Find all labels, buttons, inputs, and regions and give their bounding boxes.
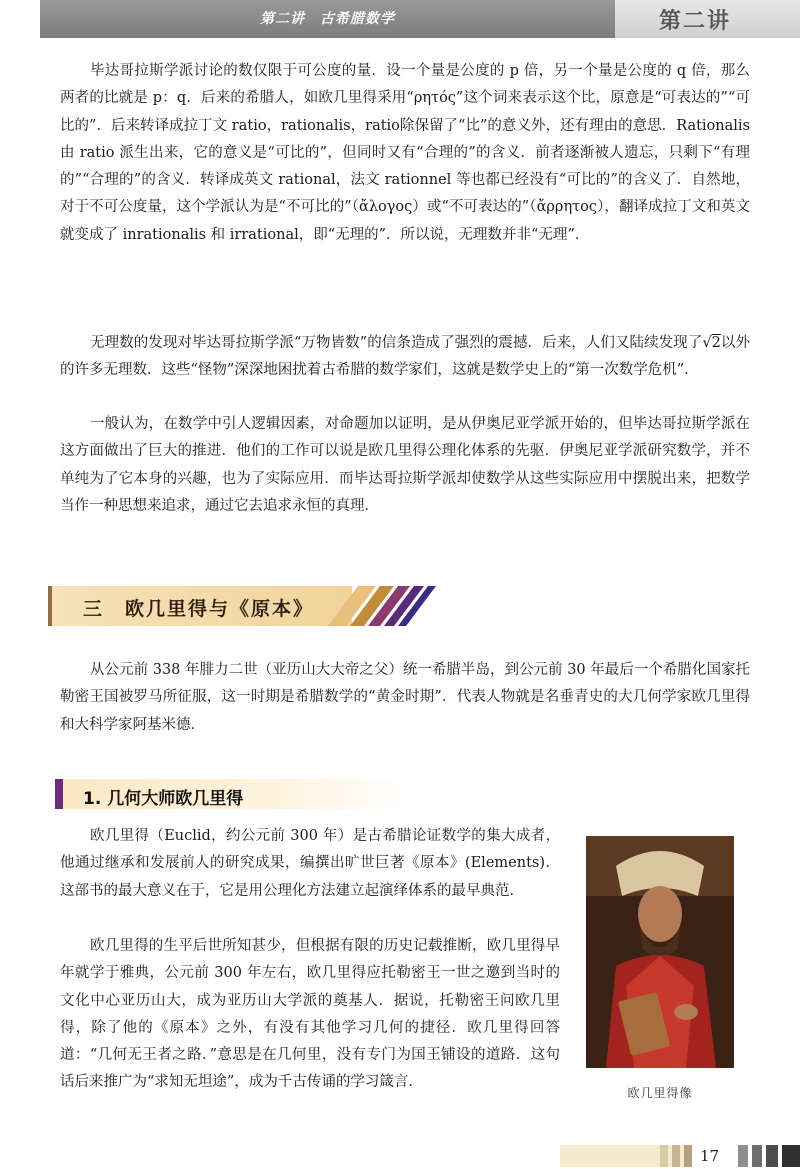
euclid-paragraph-1: 欧几里得（Euclid，约公元前 300 年）是古希腊论证数学的集大成者，他通过继承和发展前人的研究成果，编撰出旷世巨著《原本》(Elements)．这部书的最大意义在于，它是用公理化方法建立起演绎体系的最早典范． — [60, 828, 560, 899]
section-number: 三 — [83, 598, 105, 620]
euclid-portrait — [586, 836, 734, 1068]
paragraph-irrational-discovery — [60, 330, 750, 385]
section-intro: 从公元前 338 年腓力二世（亚历山大大帝之父）统一希腊半岛，到公元前 30 年最后一个希腊化国家托勒密王国被罗马所征服，这一时期是希腊数学的“黄金时期”．代表人物就是名垂青史的大几何学家欧几里得和大科学家阿基米德． — [60, 662, 750, 733]
section-banner — [48, 582, 426, 630]
footer-bar — [560, 1143, 800, 1169]
header-title: 第二讲 古希腊数学 — [260, 11, 395, 27]
subsection-banner — [55, 779, 415, 809]
euclid-portrait-image — [586, 836, 734, 1068]
subsection-title: 1. 几何大师欧几里得 — [83, 789, 244, 809]
page-number: 17 — [700, 1147, 720, 1165]
section-title-text: 欧几里得与《原本》 — [125, 598, 315, 620]
sqrt-two — [702, 335, 720, 351]
sqrt-symbol: √ — [702, 335, 712, 351]
paragraph-rational-etymology: 毕达哥拉斯学派讨论的数仅限于可公度的量．设一个量是公度的 p 倍，另一个量是公度的 q 倍，那么两者的比就是 p：q．后来的希腊人，如欧几里得采用“ρητός”这个词来表示这个比，原意是“可表达的”“可比的”．后来转译成拉丁文 ratio，rationalis，ratio除保留了“比”的意义外，还有理由的意思．Rationalis 由 ratio 派生出来，它的意义是“可比的”，但同时又有“合理的”的含义．前者逐渐被人遗忘，只剩下“有理的”“合理的”的含义．转译成英文 rational，法文 rationnel 等也都已经没有“可比的”的含义了．自然地，对于不可公度量，这个学派认为是“不可比的”（ἄλογος）或“不可表达的”（ἄρρητος），翻译成拉丁文和英文就变成了 inrationalis 和 irrational，即“无理的”．所以说，无理数并非“无理”． — [60, 63, 750, 243]
euclid-paragraph-2: 欧几里得的生平后世所知甚少，但根据有限的历史记载推断，欧几里得早年就学于雅典，公元前 300 年左右，欧几里得应托勒密王一世之邀到当时的文化中心亚历山大，成为亚历山大学派的奠基人．据说，托勒密王问欧几里得，除了他的《原本》之外，有没有其他学习几何的捷径．欧几里得回答道：“几何无王者之路．”意思是在几何里，没有专门为国王铺设的道路．这句话后来推广为“求知无坦途”，成为千古传诵的学习箴言． — [60, 938, 560, 1091]
irrational-text-after: 以外的许多无理数．这些“怪物”深深地困扰着古希腊的数学家们，这就是数学史上的“第一次数学危机”． — [60, 335, 751, 379]
header-lecture-badge: 第二讲 — [615, 0, 800, 38]
irrational-text-before: 无理数的发现对毕达哥拉斯学派“万物皆数”的信条造成了强烈的震撼．后来，人们又陆续发现了 — [90, 335, 703, 351]
page-header — [40, 0, 800, 38]
sqrt-argument: 2 — [711, 335, 721, 351]
section-banner-stripes — [328, 582, 468, 630]
portrait-caption: 欧几里得像 — [627, 1086, 693, 1100]
paragraph-logic: 一般认为，在数学中引人逻辑因素，对命题加以证明，是从伊奥尼亚学派开始的，但毕达哥拉斯学派在这方面做出了巨大的推进．他们的工作可以说是欧几里得公理化体系的先驱．伊奥尼亚学派研究数学，并不单纯为了它本身的兴趣，也为了实际应用．而毕达哥拉斯学派却使数学从这些实际应用中摆脱出来，把数学当作一种思想来追求，通过它去追求永恒的真理． — [60, 416, 750, 514]
section-title — [83, 594, 314, 621]
subsection-bar — [55, 779, 63, 809]
